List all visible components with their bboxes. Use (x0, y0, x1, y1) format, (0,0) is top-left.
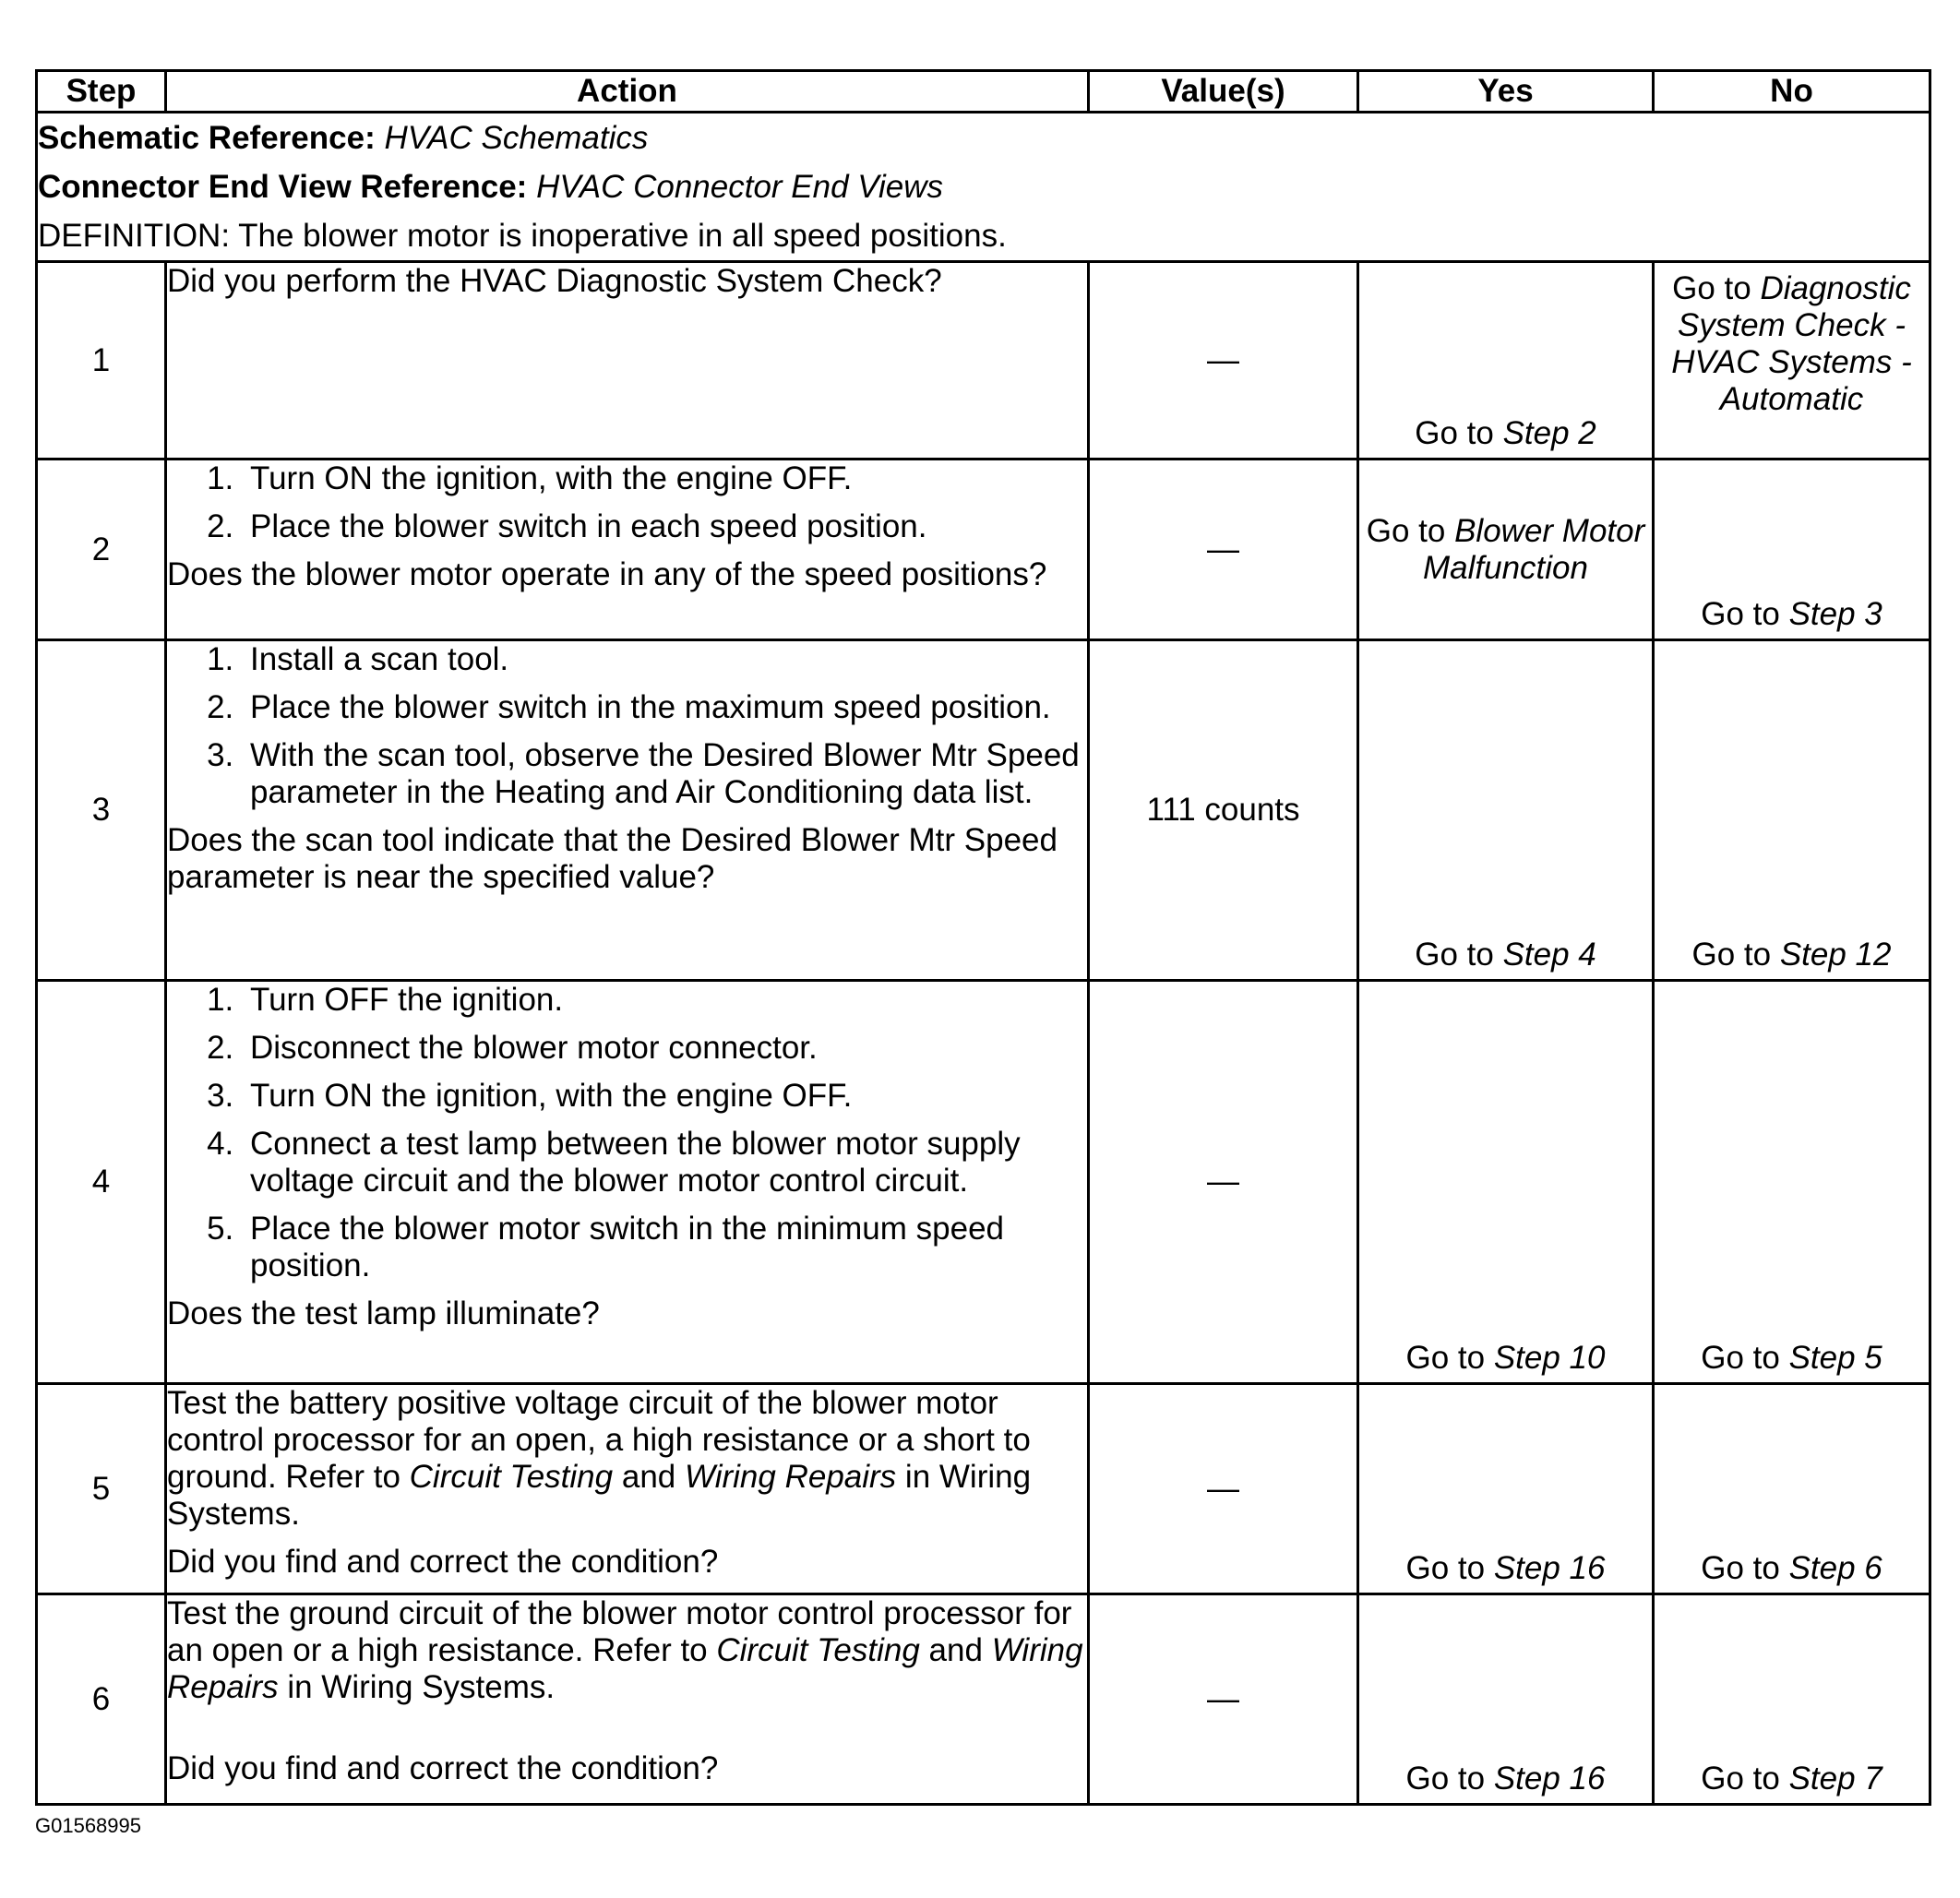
schematic-reference (38, 113, 1929, 162)
circuit-testing-link[interactable]: Circuit Testing (716, 1632, 920, 1668)
step-number: 3 (37, 640, 166, 981)
step-number: 1 (37, 262, 166, 460)
action-step: 2. Disconnect the blower motor connector. (243, 1030, 1087, 1067)
action-instruction: Test the ground circuit of the blower motor control processor for an open or a high resistance. Refer to Circuit Testing and Wiring Repairs in Wiring Systems. (167, 1595, 1083, 1705)
action-cell (166, 640, 1089, 981)
spacer (167, 1706, 1087, 1750)
wiring-repairs-link[interactable]: Wiring Repairs (684, 1459, 897, 1495)
action-cell (166, 1594, 1089, 1805)
action-question: Did you perform the HVAC Diagnostic System Check? (167, 263, 942, 299)
table-row (37, 1384, 1930, 1594)
circuit-testing-link[interactable]: Circuit Testing (409, 1459, 614, 1495)
table-row (37, 981, 1930, 1384)
header-values: Value(s) (1089, 71, 1358, 113)
reference-cell (37, 113, 1930, 262)
no-cell (1654, 1384, 1930, 1594)
diagnostic-table (35, 69, 1931, 1806)
header-yes: Yes (1358, 71, 1654, 113)
yes-link[interactable]: Step 2 (1502, 415, 1596, 451)
yes-cell (1358, 1384, 1654, 1594)
schematic-reference-label: Schematic Reference: (38, 120, 376, 156)
action-question: Does the scan tool indicate that the Desired Blower Mtr Speed parameter is near the specified value? (167, 822, 1058, 895)
yes-link[interactable]: Step 16 (1493, 1761, 1606, 1797)
action-steps-list (167, 460, 1087, 545)
no-cell (1654, 262, 1930, 460)
value-cell: — (1089, 1384, 1358, 1594)
action-cell (166, 981, 1089, 1384)
step-number: 4 (37, 981, 166, 1384)
action-steps-list (167, 982, 1087, 1284)
value-cell: — (1089, 1594, 1358, 1805)
action-question: Does the test lamp illuminate? (167, 1295, 600, 1331)
table-row (37, 262, 1930, 460)
value-cell: — (1089, 460, 1358, 640)
action-step: 4. Connect a test lamp between the blower motor supply voltage circuit and the blower motor control circuit. (243, 1126, 1087, 1200)
action-step: 3. With the scan tool, observe the Desired Blower Mtr Speed parameter in the Heating and Air Conditioning data list. (243, 737, 1087, 811)
reference-row (37, 113, 1930, 262)
figure-id: G01568995 (35, 1814, 141, 1837)
no-link[interactable]: Step 3 (1788, 596, 1882, 632)
yes-text: Go to Step 10 (1405, 1340, 1606, 1376)
table-row (37, 460, 1930, 640)
action-cell (166, 460, 1089, 640)
action-steps-list (167, 641, 1087, 811)
no-text: Go to Step 7 (1701, 1761, 1882, 1797)
definition-text: DEFINITION: The blower motor is inoperative in all speed positions. (38, 218, 1007, 254)
connector-reference-label: Connector End View Reference: (38, 169, 528, 205)
schematic-reference-link[interactable]: HVAC Schematics (384, 120, 649, 156)
value-cell: — (1089, 981, 1358, 1384)
action-step: 3. Turn ON the ignition, with the engine OFF. (243, 1078, 1087, 1115)
table-row (37, 640, 1930, 981)
no-text: Go to Step 5 (1701, 1340, 1882, 1376)
action-step: 5. Place the blower motor switch in the minimum speed position. (243, 1211, 1087, 1284)
wiring-repairs-link[interactable]: Wiring Repairs (167, 1632, 1083, 1705)
action-cell (166, 262, 1089, 460)
value-cell: — (1089, 262, 1358, 460)
no-text: Go to Step 3 (1701, 596, 1882, 632)
action-step: 1. Turn ON the ignition, with the engine OFF. (243, 460, 1087, 497)
step-number: 6 (37, 1594, 166, 1805)
no-cell (1654, 981, 1930, 1384)
no-text: Go to Diagnostic System Check - HVAC Systems - Automatic (1671, 270, 1912, 417)
no-cell (1654, 640, 1930, 981)
yes-cell (1358, 460, 1654, 640)
no-text: Go to Step 6 (1701, 1550, 1882, 1586)
yes-link[interactable]: Blower Motor Malfunction (1423, 512, 1645, 586)
step-number: 2 (37, 460, 166, 640)
header-action: Action (166, 71, 1089, 113)
no-link[interactable]: Step 5 (1788, 1340, 1882, 1376)
action-cell (166, 1384, 1089, 1594)
no-link[interactable]: Diagnostic System Check - HVAC Systems - Automatic (1671, 270, 1912, 417)
yes-text: Go to Step 2 (1415, 415, 1596, 451)
action-question: Did you find and correct the condition? (167, 1750, 719, 1786)
action-step: 1. Install a scan tool. (243, 641, 1087, 678)
no-cell (1654, 1594, 1930, 1805)
action-step: 2. Place the blower switch in each speed position. (243, 508, 1087, 545)
no-link[interactable]: Step 6 (1788, 1550, 1882, 1586)
action-step: 2. Place the blower switch in the maximum speed position. (243, 689, 1087, 726)
yes-text: Go to Step 16 (1405, 1550, 1606, 1586)
yes-link[interactable]: Step 16 (1493, 1550, 1606, 1586)
connector-reference (38, 162, 1929, 211)
header-row (37, 71, 1930, 113)
no-text: Go to Step 12 (1691, 937, 1892, 973)
table-row (37, 1594, 1930, 1805)
action-question: Did you find and correct the condition? (167, 1544, 719, 1580)
action-instruction: Test the battery positive voltage circuit of the blower motor control processor for an open, a high resistance or a short to ground. Refer to Circuit Testing and Wiring Repairs in Wiring Systems. (167, 1385, 1032, 1532)
yes-cell (1358, 981, 1654, 1384)
value-cell: 111 counts (1089, 640, 1358, 981)
connector-reference-link[interactable]: HVAC Connector End Views (536, 169, 944, 205)
yes-text: Go to Blower Motor Malfunction (1366, 512, 1645, 586)
diagnostic-table-container (35, 69, 1929, 1806)
yes-cell (1358, 262, 1654, 460)
yes-link[interactable]: Step 10 (1493, 1340, 1606, 1376)
yes-link[interactable]: Step 4 (1502, 937, 1596, 973)
header-no: No (1654, 71, 1930, 113)
action-question: Does the blower motor operate in any of the speed positions? (167, 556, 1047, 592)
no-link[interactable]: Step 7 (1788, 1761, 1882, 1797)
no-link[interactable]: Step 12 (1779, 937, 1892, 973)
no-cell (1654, 460, 1930, 640)
step-number: 5 (37, 1384, 166, 1594)
yes-text: Go to Step 16 (1405, 1761, 1606, 1797)
action-step: 1. Turn OFF the ignition. (243, 982, 1087, 1019)
yes-cell (1358, 1594, 1654, 1805)
yes-text: Go to Step 4 (1415, 937, 1596, 973)
yes-cell (1358, 640, 1654, 981)
header-step: Step (37, 71, 166, 113)
